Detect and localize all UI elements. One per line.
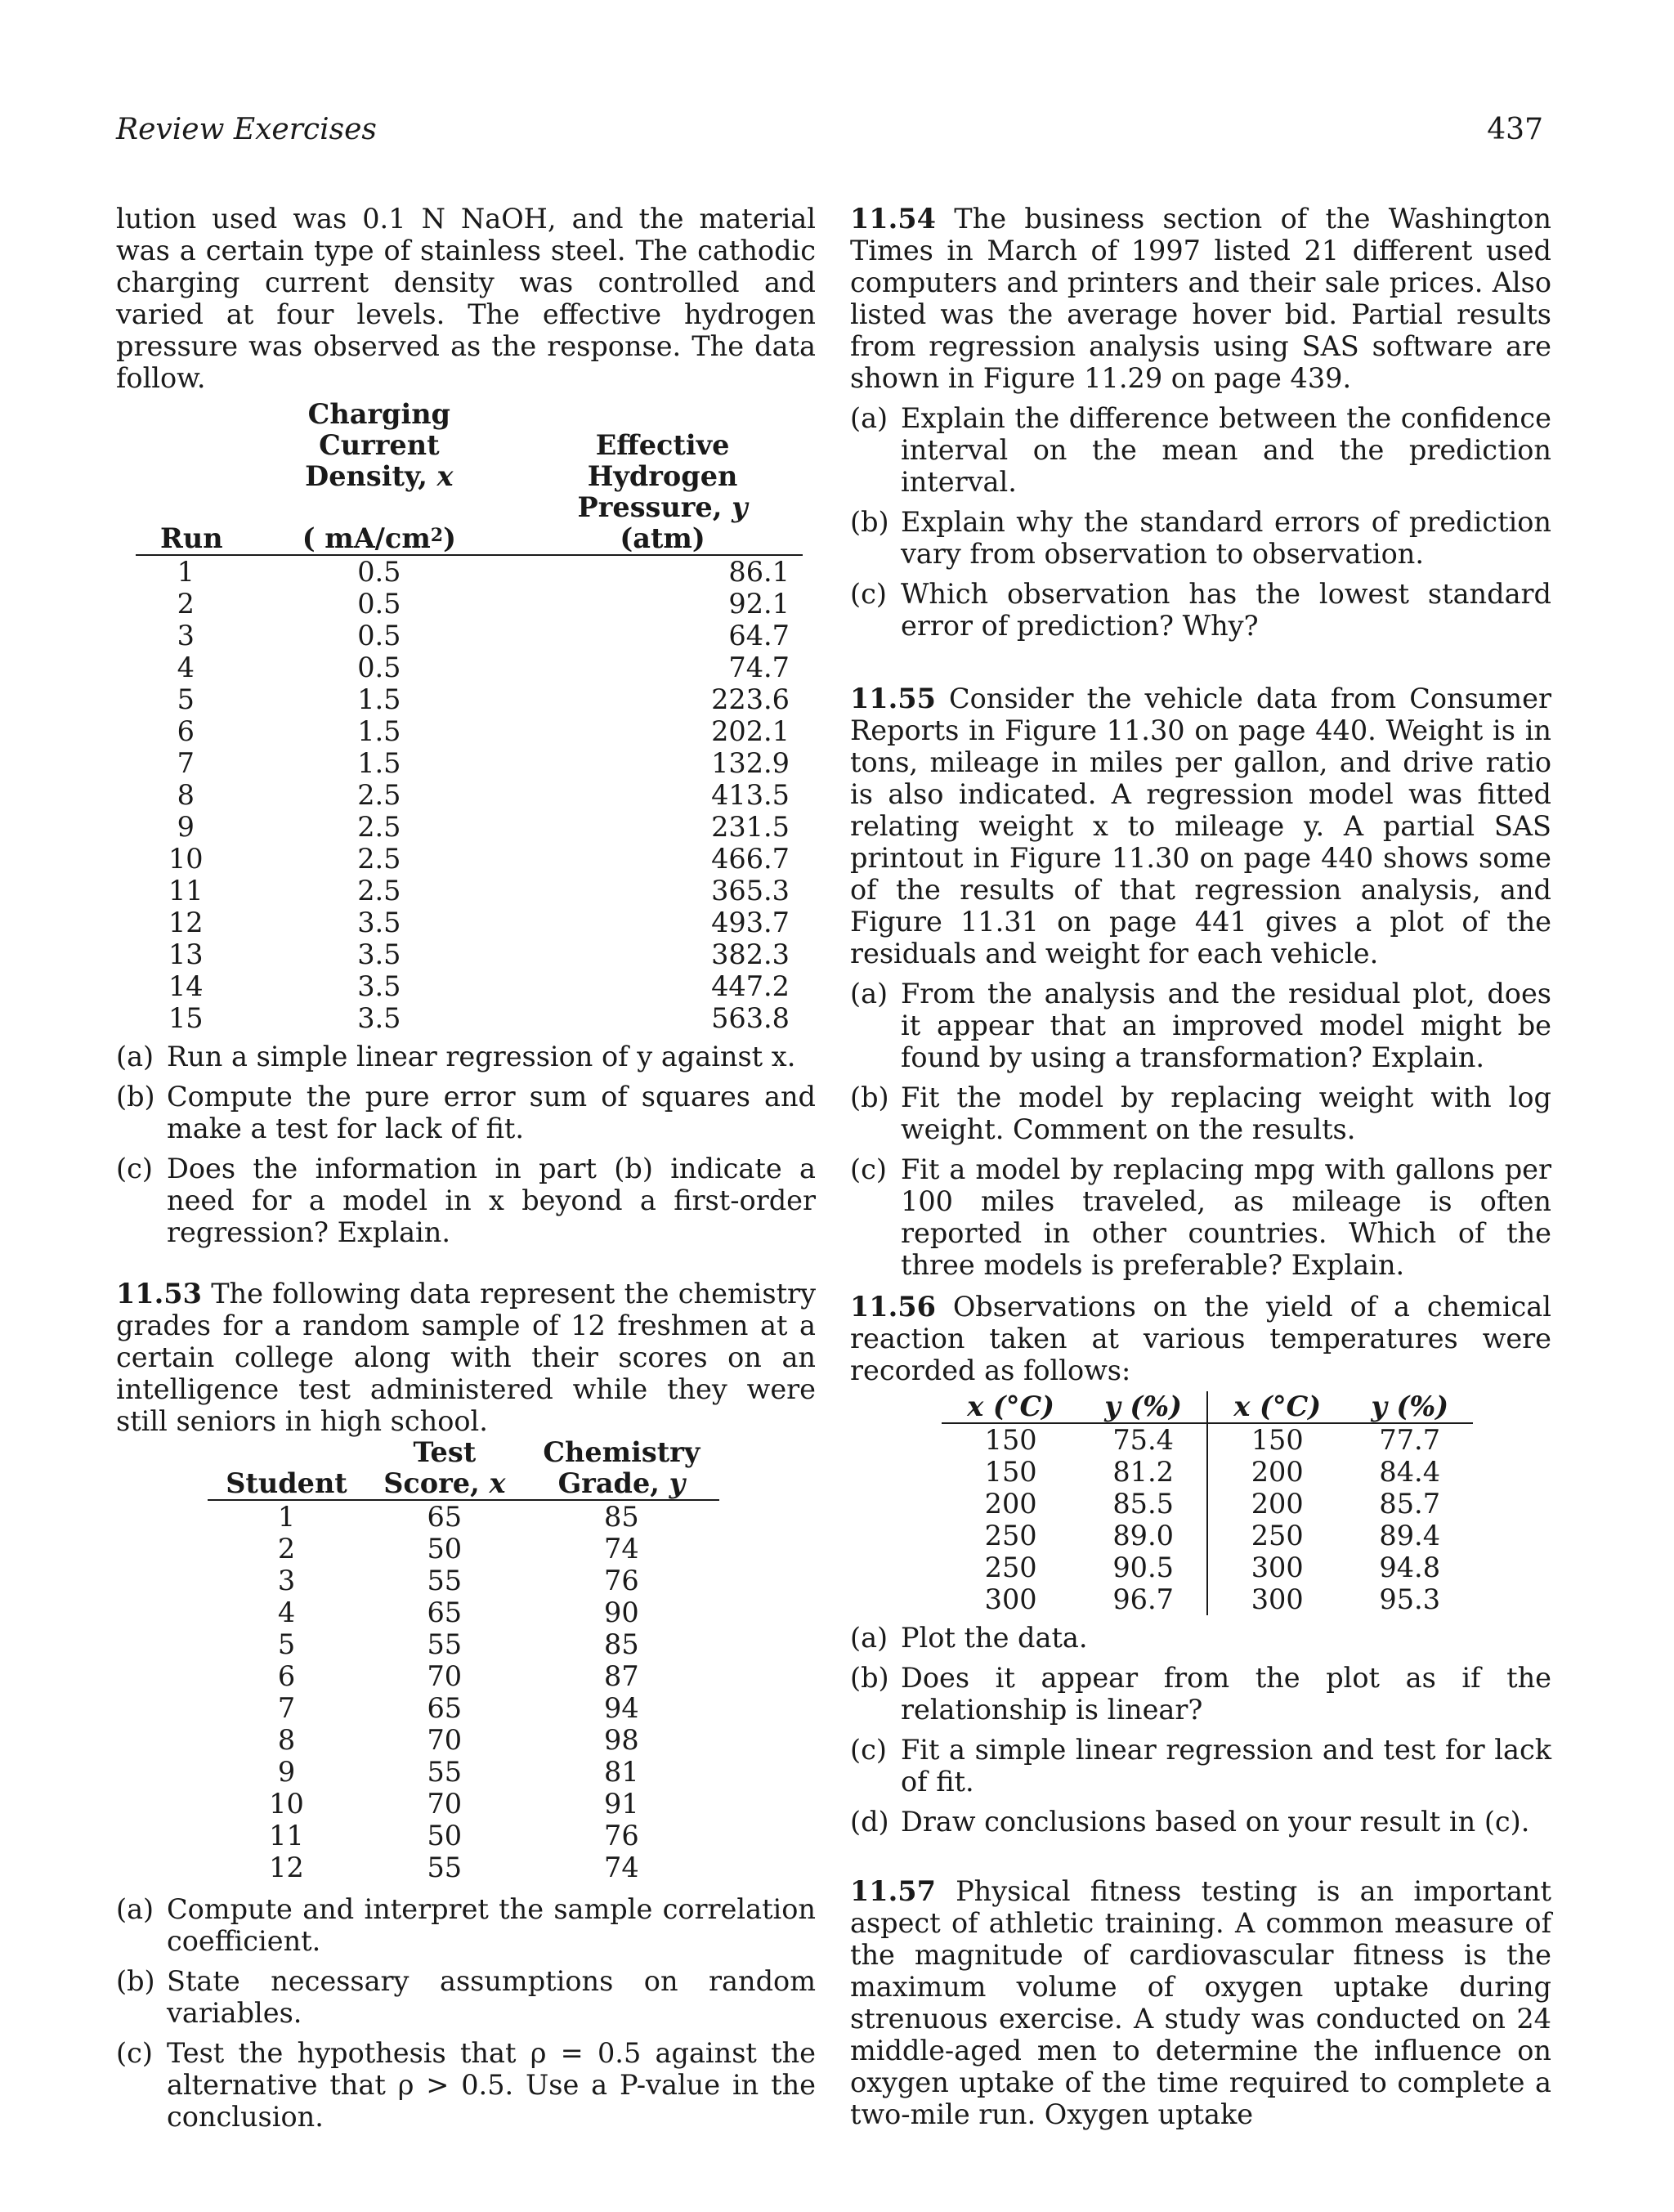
ex53-part-a: (a) Compute and interpret the sample correlation coefficient. xyxy=(116,1893,816,1957)
table-cell: 77.7 xyxy=(1379,1424,1441,1456)
table-cell: 0.5 xyxy=(357,620,401,652)
ex53-paragraph: 11.53 The following data represent the chemistry grades for a random sample of 12 freshmen at a certain college along with their scores on an intelligence test administered while they were still seniors in high school. xyxy=(116,1278,816,1437)
table-cell: 250 xyxy=(1251,1520,1304,1552)
right-column xyxy=(850,203,1551,2130)
table-cell: 13 xyxy=(168,938,204,970)
table-cell: 0.5 xyxy=(357,652,401,683)
table-cell: 5 xyxy=(277,1628,296,1660)
table-row xyxy=(208,1756,719,1788)
table-cell: 300 xyxy=(1251,1552,1304,1583)
table-row xyxy=(136,555,803,588)
table-cell: 91 xyxy=(604,1788,639,1820)
table-row xyxy=(208,1852,719,1883)
table-cell: 413.5 xyxy=(711,779,790,811)
table-cell: 4 xyxy=(177,652,195,683)
table-cell: 0.5 xyxy=(357,588,401,620)
table-cell: 90 xyxy=(604,1596,639,1628)
table-row xyxy=(208,1692,719,1724)
table-cell: 2.5 xyxy=(357,843,401,875)
table-cell: 200 xyxy=(1251,1456,1304,1488)
table-row xyxy=(136,970,803,1002)
table-cell: 65 xyxy=(427,1596,463,1628)
table-cell: 65 xyxy=(427,1501,463,1533)
table-cell: 8 xyxy=(277,1724,296,1756)
ex57-number: 11.57 xyxy=(850,1875,936,1907)
table-row xyxy=(208,1565,719,1596)
table-cell: 3.5 xyxy=(357,938,401,970)
table-row xyxy=(208,1724,719,1756)
table-cell: 87 xyxy=(604,1660,639,1692)
table-row xyxy=(942,1488,1473,1520)
ex55-number: 11.55 xyxy=(850,683,936,714)
ex52-part-c: (c) Does the information in part (b) indicate a need for a model in x beyond a first-order regression? Explain. xyxy=(116,1153,816,1248)
table-cell: 0.5 xyxy=(357,556,401,588)
table-cell: 74 xyxy=(604,1533,639,1565)
table-row xyxy=(208,1628,719,1660)
table-cell: 96.7 xyxy=(1080,1583,1207,1615)
table-cell: 55 xyxy=(427,1756,463,1788)
table-cell: 382.3 xyxy=(711,938,790,970)
table-cell: 6 xyxy=(277,1660,296,1692)
table-cell: 81.2 xyxy=(1080,1456,1207,1488)
table-cell: 447.2 xyxy=(711,970,790,1002)
table-cell: 85.5 xyxy=(1080,1488,1207,1520)
table-row xyxy=(136,1002,803,1034)
ex54-part-c: (c) Which observation has the lowest standard error of prediction? Why? xyxy=(850,578,1551,642)
table-row xyxy=(136,683,803,715)
table-cell: 98 xyxy=(604,1724,639,1756)
table-cell: 85.7 xyxy=(1379,1488,1441,1520)
table-cell: 75.4 xyxy=(1080,1423,1207,1456)
ex55-paragraph: 11.55 Consider the vehicle data from Consumer Reports in Figure 11.30 on page 440. Weight is in tons, mileage in miles per gallon, and drive ratio is also indicated. A regression model was fitted relating weight x to mileage y. A partial SAS printout in Figure 11.30 on page 440 shows some of the results of that regression analysis, and Figure 11.31 on page 441 gives a plot of the residuals and weight for each vehicle. xyxy=(850,683,1551,969)
table-row xyxy=(136,747,803,779)
table-row xyxy=(136,715,803,747)
ex56-paragraph: 11.56 Observations on the yield of a chemical reaction taken at various temperatures were recorded as follows: xyxy=(850,1291,1551,1386)
yield-table-body xyxy=(942,1423,1473,1615)
table-cell: 84.4 xyxy=(1379,1456,1441,1488)
table-cell: 202.1 xyxy=(711,715,790,747)
table-cell: 150 xyxy=(1251,1424,1304,1456)
table-cell: 89.0 xyxy=(1080,1520,1207,1552)
ex56-part-c: (c) Fit a simple linear regression and test for lack of fit. xyxy=(850,1734,1551,1798)
table-cell: 3 xyxy=(277,1565,296,1596)
table-row xyxy=(208,1500,719,1533)
ex56-number: 11.56 xyxy=(850,1291,936,1323)
ex54-part-a: (a) Explain the difference between the confidence interval on the mean and the prediction interval. xyxy=(850,402,1551,498)
table-cell: 50 xyxy=(427,1820,463,1852)
table-cell: 10 xyxy=(269,1788,304,1820)
table-cell: 200 xyxy=(1251,1488,1304,1520)
table-cell: 15 xyxy=(168,1002,204,1034)
chemistry-table: Test Chemistry Student Score, x Grade, y 1 65 85 2 50 74 3 55 76 4 65 90 5 55 85 6 70 87 7 65 94 8 70 98 9 55 81 10 70 91 11 50 76 12 55 74 xyxy=(208,1437,719,1883)
table-row xyxy=(942,1456,1473,1488)
table-cell: 64.7 xyxy=(728,620,790,652)
table-cell: 70 xyxy=(427,1724,463,1756)
ex52-part-a: (a) Run a simple linear regression of y against x. xyxy=(116,1041,796,1072)
table-row xyxy=(136,652,803,683)
table-row xyxy=(942,1423,1473,1456)
table-cell: 231.5 xyxy=(711,811,790,843)
ex54-part-b: (b) Explain why the standard errors of prediction vary from observation to observation. xyxy=(850,506,1551,570)
table-cell: 11 xyxy=(168,875,204,907)
table-cell: 2.5 xyxy=(357,875,401,907)
table-cell: 2.5 xyxy=(357,811,401,843)
table-row xyxy=(136,875,803,907)
table-cell: 7 xyxy=(177,747,195,779)
table-cell: 14 xyxy=(168,970,204,1002)
table-row xyxy=(136,938,803,970)
table-cell: 65 xyxy=(427,1692,463,1724)
hydrogen-table: Charging Current Effective Density, x Hydrogen Run ( $mA/cm^2$) Pressure, y (atm) 1 0.5 86.1 2 0.5 92.1 3 0.5 64.7 4 0.5 74.7 5 1.5 223.6 6 1.5 202.1 7 1.5 132.9 8 2.5 413.5 9 2.5 231.5 10 2.5 466.7 11 2.5 365.3 12 3.5 493.7 13 3.5 382.3 14 3.5 447.2 15 3.5 563.8 xyxy=(136,399,803,1034)
table-row xyxy=(208,1660,719,1692)
table-cell: 3.5 xyxy=(357,907,401,938)
chemistry-table-body xyxy=(208,1500,719,1883)
table-cell: 85 xyxy=(604,1628,639,1660)
table-cell: 95.3 xyxy=(1379,1583,1441,1615)
table-cell: 1.5 xyxy=(357,715,401,747)
table-cell: 74 xyxy=(604,1852,639,1883)
table-cell: 70 xyxy=(427,1788,463,1820)
ex52-part-b: (b) Compute the pure error sum of squares and make a test for lack of fit. xyxy=(116,1081,816,1144)
table-cell: 493.7 xyxy=(711,907,790,938)
table-cell: 132.9 xyxy=(711,747,790,779)
table-row xyxy=(208,1596,719,1628)
table-row xyxy=(942,1583,1473,1615)
table-cell: 76 xyxy=(604,1820,639,1852)
table-cell: 76 xyxy=(604,1565,639,1596)
ex55-part-c: (c) Fit a model by replacing mpg with gallons per 100 miles traveled, as mileage is often reported in other countries. Which of the three models is preferable? Explain. xyxy=(850,1153,1551,1281)
table-cell: 70 xyxy=(427,1660,463,1692)
table-cell: 300 xyxy=(984,1583,1037,1615)
table-cell: 3.5 xyxy=(357,970,401,1002)
table-cell: 2 xyxy=(177,588,195,620)
table-cell: 1.5 xyxy=(357,683,401,715)
ex53-number: 11.53 xyxy=(116,1278,202,1310)
table-cell: 1.5 xyxy=(357,747,401,779)
table-row xyxy=(942,1520,1473,1552)
table-cell: 2 xyxy=(277,1533,296,1565)
table-cell: 94 xyxy=(604,1692,639,1724)
intro-paragraph: lution used was 0.1 N NaOH, and the material was a certain type of stainless steel. The cathodic charging current density was controlled and varied at four levels. The effective hydrogen pressure was observed as the response. The data follow. xyxy=(116,203,816,394)
table-cell: 1 xyxy=(277,1501,296,1533)
th-run: Run xyxy=(136,492,236,555)
ex55-part-b: (b) Fit the model by replacing weight with log weight. Comment on the results. xyxy=(850,1081,1551,1145)
table-cell: 9 xyxy=(277,1756,296,1788)
table-row xyxy=(136,620,803,652)
left-column xyxy=(116,203,816,2133)
table-cell: 150 xyxy=(984,1456,1037,1488)
table-cell: 150 xyxy=(984,1424,1037,1456)
table-cell: 200 xyxy=(984,1488,1037,1520)
table-cell: 9 xyxy=(177,811,195,843)
ex53-part-c: (c) Test the hypothesis that ρ = 0.5 against the alternative that ρ > 0.5. Use a P-value in the conclusion. xyxy=(116,2037,816,2133)
table-row xyxy=(136,843,803,875)
table-cell: 7 xyxy=(277,1692,296,1724)
ex54-paragraph: 11.54 The business section of the Washington Times in March of 1997 listed 21 different used computers and printers and their sale prices. Also listed was the average hover bid. Partial results from regression analysis using SAS software are shown in Figure 11.29 on page 439. xyxy=(850,203,1551,394)
table-row xyxy=(208,1533,719,1565)
table-cell: 94.8 xyxy=(1379,1552,1441,1583)
table-cell: 4 xyxy=(277,1596,296,1628)
table-cell: 3 xyxy=(177,620,195,652)
table-cell: 223.6 xyxy=(711,683,790,715)
table-cell: 563.8 xyxy=(711,1002,790,1034)
table-cell: 250 xyxy=(984,1520,1037,1552)
table-cell: 250 xyxy=(984,1552,1037,1583)
table-row xyxy=(136,588,803,620)
table-cell: 55 xyxy=(427,1628,463,1660)
table-cell: 10 xyxy=(168,843,204,875)
table-cell: 92.1 xyxy=(728,588,790,620)
table-row xyxy=(136,811,803,843)
table-cell: 11 xyxy=(269,1820,304,1852)
table-row xyxy=(208,1820,719,1852)
table-cell: 300 xyxy=(1251,1583,1304,1615)
table-cell: 12 xyxy=(269,1852,304,1883)
table-cell: 90.5 xyxy=(1080,1552,1207,1583)
ex56-part-a: (a) Plot the data. xyxy=(850,1622,1088,1654)
hydrogen-table-body xyxy=(136,555,803,1034)
table-cell: 466.7 xyxy=(711,843,790,875)
yield-table: x (°C) y (%) x (°C) y (%) 150 75.4 150 77.7 150 81.2 200 84.4 200 85.5 200 85.7 250 89.0 250 89.4 250 90.5 300 94.8 300 96.7 300 95.3 xyxy=(942,1391,1473,1615)
ex53-part-b: (b) State necessary assumptions on random variables. xyxy=(116,1965,816,2029)
table-cell: 1 xyxy=(177,556,195,588)
table-cell: 86.1 xyxy=(728,556,790,588)
page-number: 437 xyxy=(1487,113,1543,146)
table-cell: 12 xyxy=(168,907,204,938)
th-current-1: Charging Current xyxy=(307,398,450,461)
table-cell: 5 xyxy=(177,683,195,715)
th-pressure-1: Effective xyxy=(595,429,730,461)
ex54-number: 11.54 xyxy=(850,203,936,235)
table-cell: 365.3 xyxy=(711,875,790,907)
table-cell: 2.5 xyxy=(357,779,401,811)
table-cell: 8 xyxy=(177,779,195,811)
table-cell: 55 xyxy=(427,1565,463,1596)
table-row xyxy=(942,1552,1473,1583)
table-cell: 74.7 xyxy=(728,652,790,683)
ex55-part-a: (a) From the analysis and the residual plot, does it appear that an improved model might be found by using a transformation? Explain. xyxy=(850,978,1551,1073)
ex56-part-d: (d) Draw conclusions based on your result in (c). xyxy=(850,1806,1530,1838)
ex57-paragraph: 11.57 Physical fitness testing is an important aspect of athletic training. A common measure of the magnitude of cardiovascular fitness is the maximum volume of oxygen uptake during strenuous exercise. A study was conducted on 24 middle-aged men to determine the influence on oxygen uptake of the time required to complete a two-mile run. Oxygen uptake xyxy=(850,1875,1551,2130)
table-cell: 55 xyxy=(427,1852,463,1883)
table-cell: 50 xyxy=(427,1533,463,1565)
table-cell: 85 xyxy=(604,1501,639,1533)
table-cell: 6 xyxy=(177,715,195,747)
table-row xyxy=(208,1788,719,1820)
table-cell: 81 xyxy=(604,1756,639,1788)
table-cell: 89.4 xyxy=(1379,1520,1441,1552)
table-cell: 3.5 xyxy=(357,1002,401,1034)
table-row xyxy=(136,907,803,938)
table-row xyxy=(136,779,803,811)
ex56-part-b: (b) Does it appear from the plot as if the relationship is linear? xyxy=(850,1662,1551,1726)
running-header: Review Exercises xyxy=(116,113,377,146)
